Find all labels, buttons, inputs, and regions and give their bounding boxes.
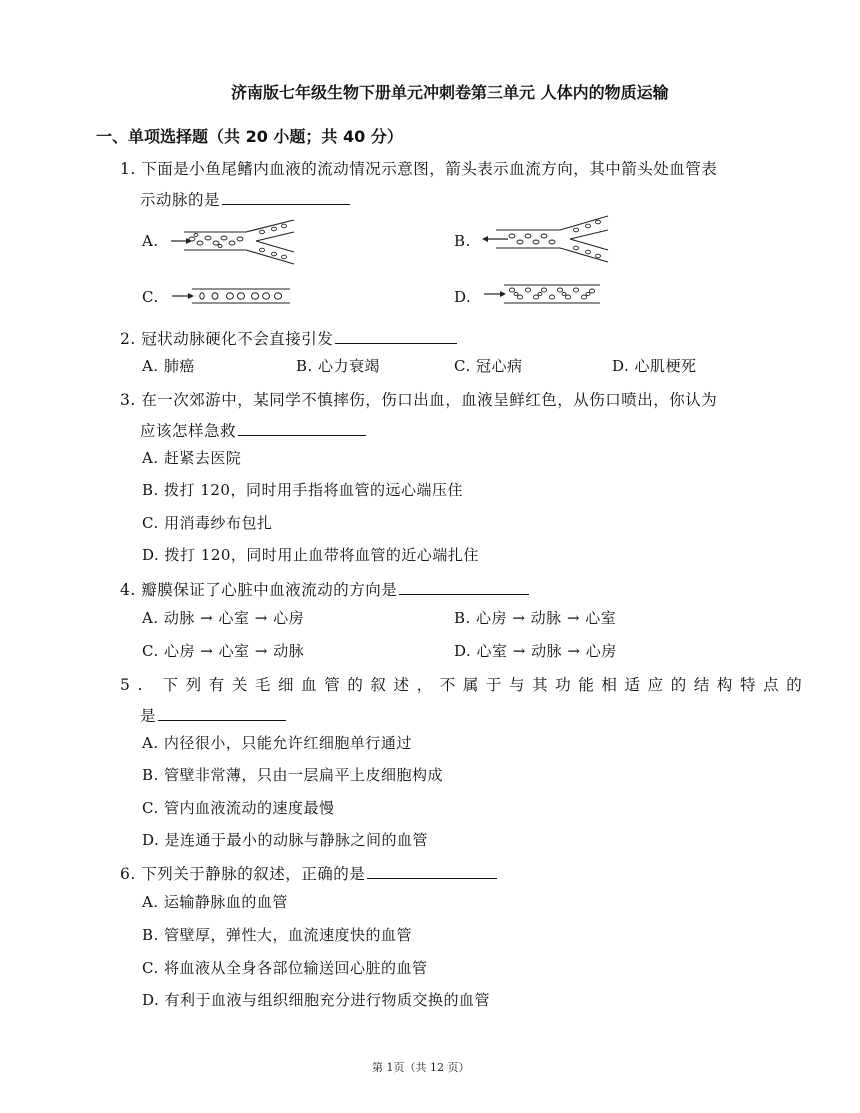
- answer-blank: [367, 864, 497, 879]
- question-3-option-c: C. 用消毒纱布包扎: [142, 514, 273, 532]
- question-1-option-a-label: A.: [142, 232, 159, 250]
- question-3-line-1: 3. 在一次郊游中，某同学不慎摔伤，伤口出血，血液呈鲜红色，从伤口喷出，你认为: [120, 391, 718, 409]
- question-1-line-1: 1. 下面是小鱼尾鳍内血液的流动情况示意图，箭头表示血流方向，其中箭头处血管表: [120, 160, 718, 178]
- question-4-text: 4. 瓣膜保证了心脏中血液流动的方向是: [120, 581, 398, 599]
- figure-c-vessel-diagram: [170, 286, 292, 306]
- question-3-line-2: [140, 419, 366, 441]
- question-2-option-b: B. 心力衰竭: [296, 357, 381, 375]
- question-2-text: 2. 冠状动脉硬化不会直接引发: [120, 330, 334, 348]
- answer-blank: [222, 190, 350, 205]
- question-3-stem-end: 应该怎样急救: [140, 422, 237, 440]
- question-6-option-a: A. 运输静脉血的血管: [142, 893, 288, 911]
- figure-b-vessel-diagram: [482, 214, 612, 266]
- figure-d-vessel-diagram: [484, 282, 602, 306]
- document-title: 济南版七年级生物下册单元冲刺卷第三单元 人体内的物质运输: [231, 83, 669, 102]
- question-5-option-b: B. 管壁非常薄，只由一层扁平上皮细胞构成: [142, 766, 444, 784]
- question-2-option-d: D. 心肌梗死: [612, 357, 697, 375]
- question-2-option-c: C. 冠心病: [454, 357, 523, 375]
- question-4-option-d: D. 心室 → 动脉 → 心房: [454, 642, 617, 660]
- answer-blank: [158, 706, 286, 721]
- question-3-option-a: A. 赶紧去医院: [142, 449, 242, 467]
- question-4-option-c: C. 心房 → 心室 → 动脉: [142, 642, 305, 660]
- question-6-option-c: C. 将血液从全身各部位输送回心脏的血管: [142, 959, 428, 977]
- question-5-line-1: 5. 下列有关毛细血管的叙述，不属于与其功能相适应的结构特点的: [120, 676, 810, 694]
- question-5-stem-end: 是: [140, 707, 157, 725]
- question-1-stem-end: 示动脉的是: [140, 191, 221, 209]
- answer-blank: [399, 580, 529, 595]
- question-5-option-c: C. 管内血液流动的速度最慢: [142, 799, 335, 817]
- question-4-option-b: B. 心房 → 动脉 → 心室: [454, 609, 617, 627]
- answer-blank: [238, 421, 366, 436]
- section-heading: 一、单项选择题（共 20 小题；共 40 分）: [96, 127, 403, 146]
- question-4-stem: [120, 578, 529, 600]
- question-1-option-b-label: B.: [454, 232, 471, 250]
- question-5-line-2: [140, 704, 286, 726]
- question-6-option-d: D. 有利于血液与组织细胞充分进行物质交换的血管: [142, 991, 491, 1009]
- question-5-option-d: D. 是连通于最小的动脉与静脉之间的血管: [142, 831, 429, 849]
- answer-blank: [335, 329, 457, 344]
- question-2-stem: [120, 327, 457, 349]
- question-1-line-2: [140, 188, 350, 210]
- question-3-option-b: B. 拨打 120，同时用手指将血管的远心端压住: [142, 481, 463, 499]
- question-6-text: 6. 下列关于静脉的叙述，正确的是: [120, 865, 366, 883]
- question-3-option-d: D. 拨打 120，同时用止血带将血管的近心端扎住: [142, 546, 479, 564]
- page-footer: 第 1页（共 12 页）: [372, 1061, 470, 1074]
- question-2-option-a: A. 肺癌: [142, 357, 195, 375]
- question-1-option-c-label: C.: [142, 288, 159, 306]
- figure-a-vessel-diagram: [170, 218, 300, 268]
- question-6-stem: [120, 862, 497, 884]
- question-4-option-a: A. 动脉 → 心室 → 心房: [142, 609, 305, 627]
- question-1-option-d-label: D.: [454, 288, 472, 306]
- question-5-option-a: A. 内径很小，只能允许红细胞单行通过: [142, 734, 412, 752]
- question-6-option-b: B. 管壁厚，弹性大，血流速度快的血管: [142, 926, 413, 944]
